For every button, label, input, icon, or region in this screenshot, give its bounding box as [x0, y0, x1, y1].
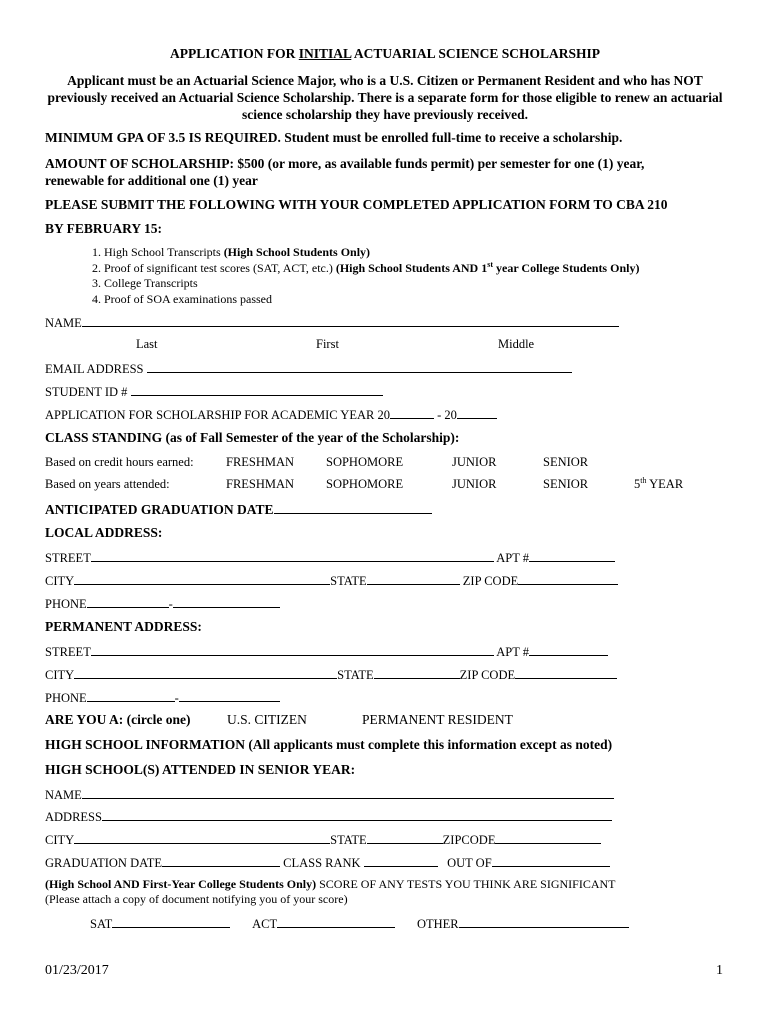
phone-label: PHONE	[45, 691, 87, 705]
hs-zip-label: ZIPCODE	[442, 833, 496, 847]
local-phone-area-field[interactable]	[87, 595, 169, 608]
apt-label: APT #	[496, 645, 530, 659]
revision-date: 01/23/2017	[45, 963, 109, 978]
academic-year-label: APPLICATION FOR SCHOLARSHIP FOR ACADEMIC YEAR 20	[45, 408, 390, 422]
permanent-phone-number-field[interactable]	[179, 689, 280, 702]
years-fifth-year-option[interactable]: 5th YEAR	[634, 475, 684, 491]
credit-junior-option[interactable]: JUNIOR	[452, 455, 497, 469]
permanent-city-field[interactable]	[74, 666, 337, 679]
street-label: STREET	[45, 645, 91, 659]
permanent-apt-field[interactable]	[529, 643, 608, 656]
city-label: CITY	[45, 574, 75, 588]
first-name-caption: First	[316, 337, 339, 351]
credit-sophomore-option[interactable]: SOPHOMORE	[326, 455, 404, 469]
permanent-street-row	[45, 643, 608, 660]
permanent-zip-field[interactable]	[515, 666, 617, 679]
local-street-row	[45, 549, 615, 566]
test-scores-row	[90, 915, 629, 932]
page-title: APPLICATION FOR INITIAL ACTUARIAL SCIENCE SCHOLARSHIP	[170, 46, 600, 61]
local-address-heading: LOCAL ADDRESS:	[45, 525, 163, 540]
class-standing-heading: CLASS STANDING (as of Fall Semester of the year of the Scholarship):	[45, 430, 460, 445]
middle-name-caption: Middle	[498, 337, 535, 351]
permanent-street-field[interactable]	[91, 643, 494, 656]
hs-name-row	[45, 786, 614, 803]
act-field[interactable]	[277, 915, 395, 928]
hs-graduation-label: GRADUATION DATE	[45, 856, 163, 870]
permanent-phone-area-field[interactable]	[87, 689, 175, 702]
hs-out-of-field[interactable]	[492, 854, 610, 867]
high-school-info-heading: HIGH SCHOOL INFORMATION (All applicants must complete this information except as noted)	[45, 737, 613, 752]
email-row	[45, 360, 572, 377]
citizenship-label: ARE YOU A: (circle one)	[45, 712, 191, 727]
hs-address-field[interactable]	[102, 808, 612, 821]
list-item: 1. High School Transcripts (High School Students Only)	[92, 245, 371, 259]
hs-city-row	[45, 831, 601, 848]
student-id-label: STUDENT ID #	[45, 385, 128, 399]
local-state-field[interactable]	[367, 572, 460, 585]
permanent-state-field[interactable]	[374, 666, 460, 679]
local-phone-row	[45, 595, 280, 612]
act-label: ACT	[252, 917, 278, 931]
hs-graduation-field[interactable]	[162, 854, 280, 867]
sat-label: SAT	[90, 917, 113, 931]
city-label: CITY	[45, 668, 75, 682]
graduation-date-label: ANTICIPATED GRADUATION DATE	[45, 502, 274, 517]
page-number: 1	[716, 963, 723, 978]
street-label: STREET	[45, 551, 91, 565]
name-label: NAME	[45, 316, 82, 330]
scholarship-amount-line2: renewable for additional one (1) year	[45, 173, 258, 188]
other-label: OTHER	[416, 917, 459, 931]
eligibility-intro: Applicant must be an Actuarial Science Major, who is a U.S. Citizen or Permanent Resident and who has NOT previously received an Actuarial Science Scholarship. There is a separate form for those eligible to renew an actuarial science scholarship they have previously received.	[47, 73, 723, 122]
local-phone-number-field[interactable]	[173, 595, 280, 608]
hs-name-field[interactable]	[82, 786, 614, 799]
email-label: EMAIL ADDRESS	[45, 362, 144, 376]
hs-city-label: CITY	[45, 833, 75, 847]
required-documents-list	[66, 245, 639, 307]
hs-graduation-row	[45, 854, 610, 871]
name-row	[45, 314, 619, 331]
zip-label: ZIP CODE	[462, 574, 519, 588]
hs-city-field[interactable]	[74, 831, 330, 844]
list-item: 4. Proof of SOA examinations passed	[92, 291, 272, 306]
hs-class-rank-label: CLASS RANK	[283, 856, 361, 870]
phone-label: PHONE	[45, 597, 87, 611]
years-senior-option[interactable]: SENIOR	[543, 477, 589, 491]
student-id-row	[45, 383, 383, 400]
list-item: 3. College Transcripts	[92, 276, 198, 290]
hs-address-label: ADDRESS	[45, 810, 102, 824]
years-junior-option[interactable]: JUNIOR	[452, 477, 497, 491]
hs-name-label: NAME	[45, 788, 82, 802]
phone-separator: -	[174, 691, 179, 705]
test-scores-note: (Please attach a copy of document notifying you of your score)	[45, 892, 348, 906]
submit-deadline: BY FEBRUARY 15:	[45, 221, 163, 236]
hs-address-row	[45, 808, 612, 825]
last-name-caption: Last	[136, 337, 158, 351]
credit-hours-label: Based on credit hours earned:	[45, 455, 194, 469]
years-sophomore-option[interactable]: SOPHOMORE	[326, 477, 404, 491]
permanent-phone-row	[45, 689, 280, 706]
high-school-attended-heading: HIGH SCHOOL(S) ATTENDED IN SENIOR YEAR:	[45, 762, 356, 777]
phone-separator: -	[168, 597, 173, 611]
us-citizen-option[interactable]: U.S. CITIZEN	[227, 712, 307, 727]
hs-class-rank-field[interactable]	[364, 854, 438, 867]
name-field[interactable]	[82, 314, 619, 327]
hs-state-field[interactable]	[367, 831, 443, 844]
apt-label: APT #	[496, 551, 530, 565]
other-test-field[interactable]	[459, 915, 629, 928]
years-attended-label: Based on years attended:	[45, 477, 170, 491]
local-zip-field[interactable]	[518, 572, 618, 585]
submit-instructions: PLEASE SUBMIT THE FOLLOWING WITH YOUR COMPLETED APPLICATION FORM TO CBA 210	[45, 197, 668, 212]
academic-year-start-field[interactable]	[390, 406, 434, 419]
student-id-field[interactable]	[131, 383, 383, 396]
state-label: STATE	[337, 668, 374, 682]
local-apt-field[interactable]	[529, 549, 615, 562]
zip-label: ZIP CODE	[459, 668, 516, 682]
email-field[interactable]	[147, 360, 572, 373]
list-item: 2. Proof of significant test scores (SAT, ACT, etc.) (High School Students AND 1st year College Students Only)	[92, 259, 640, 275]
permanent-address-heading: PERMANENT ADDRESS:	[45, 619, 202, 634]
academic-year-row	[45, 406, 497, 423]
local-city-field[interactable]	[74, 572, 330, 585]
title-emphasis: INITIAL	[298, 46, 352, 61]
credit-freshman-option[interactable]: FRESHMAN	[226, 455, 295, 469]
academic-year-separator: - 20	[433, 408, 457, 422]
credit-senior-option[interactable]: SENIOR	[543, 455, 589, 469]
graduation-date-row	[45, 501, 432, 518]
hs-state-label: STATE	[330, 833, 367, 847]
permanent-resident-option[interactable]: PERMANENT RESIDENT	[362, 712, 513, 727]
academic-year-end-field[interactable]	[457, 406, 497, 419]
local-city-row	[45, 572, 618, 589]
hs-out-of-label: OUT OF	[447, 856, 492, 870]
state-label: STATE	[330, 574, 367, 588]
gpa-requirement: MINIMUM GPA OF 3.5 IS REQUIRED. Student must be enrolled full-time to receive a scholarship.	[45, 130, 623, 145]
scholarship-amount-line1: AMOUNT OF SCHOLARSHIP: $500 (or more, as available funds permit) per semester for one (1) year,	[45, 156, 645, 171]
sat-field[interactable]	[112, 915, 230, 928]
graduation-date-field[interactable]	[274, 501, 432, 514]
permanent-city-row	[45, 666, 617, 683]
test-scores-heading: (High School AND First-Year College Students Only) SCORE OF ANY TESTS YOU THINK ARE SIGNIFICANT	[45, 877, 616, 891]
local-street-field[interactable]	[91, 549, 494, 562]
hs-zip-field[interactable]	[495, 831, 601, 844]
years-freshman-option[interactable]: FRESHMAN	[226, 477, 295, 491]
